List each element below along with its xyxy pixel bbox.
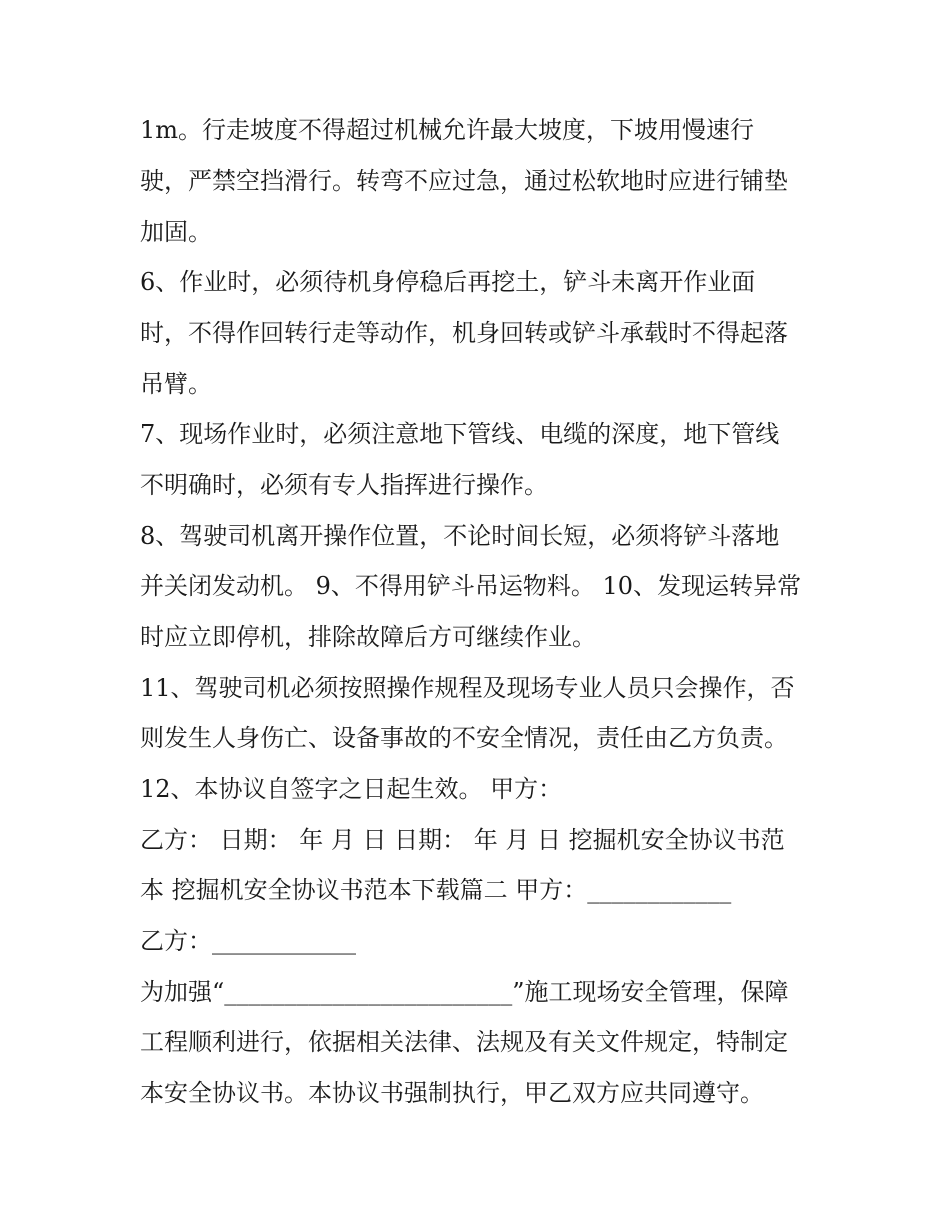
text-line: 6、作业时，必须待机身停稳后再挖土，铲斗未离开作业面 [140,268,756,296]
text-line: 11、驾驶司机必须按照操作规程及现场专业人员只会操作，否 [140,674,795,702]
text-line: 7、现场作业时，必须注意地下管线、电缆的深度，地下管线 [140,420,780,448]
text-line: 时，不得作回转行走等动作，机身回转或铲斗承载时不得起落 [140,319,788,347]
text-line: 驶，严禁空挡滑行。转弯不应过急，通过松软地时应进行铺垫 [140,167,788,195]
text-line: 1m。行走坡度不得超过机械允许最大坡度，下坡用慢速行 [140,116,755,144]
text-line: 本 挖掘机安全协议书范本下载篇二 甲方：____________ [140,876,732,904]
text-line: 乙方：____________ [140,927,356,955]
text-line: 时应立即停机，排除故障后方可继续作业。 [140,623,596,651]
text-line: 为加强“________________________”施工现场安全管理，保障 [140,978,789,1006]
text-line: 并关闭发动机。 9、不得用铲斗吊运物料。 10、发现运转异常 [140,572,802,600]
text-line: 8、驾驶司机离开操作位置，不论时间长短，必须将铲斗落地 [140,522,780,550]
text-line: 吊臂。 [140,370,212,398]
text-line: 不明确时，必须有专人指挥进行操作。 [140,471,548,499]
text-line: 乙方： 日期： 年 月 日 日期： 年 月 日 挖掘机安全协议书范 [140,826,785,854]
text-line: 12、本协议自签字之日起生效。 甲方： [140,775,563,803]
text-line: 本安全协议书。本协议书强制执行，甲乙双方应共同遵守。 [140,1079,764,1107]
text-line: 工程顺利进行，依据相关法律、法规及有关文件规定，特制定 [140,1028,788,1056]
text-line: 加固。 [140,218,212,246]
text-line: 则发生人身伤亡、设备事故的不安全情况，责任由乙方负责。 [140,724,788,752]
